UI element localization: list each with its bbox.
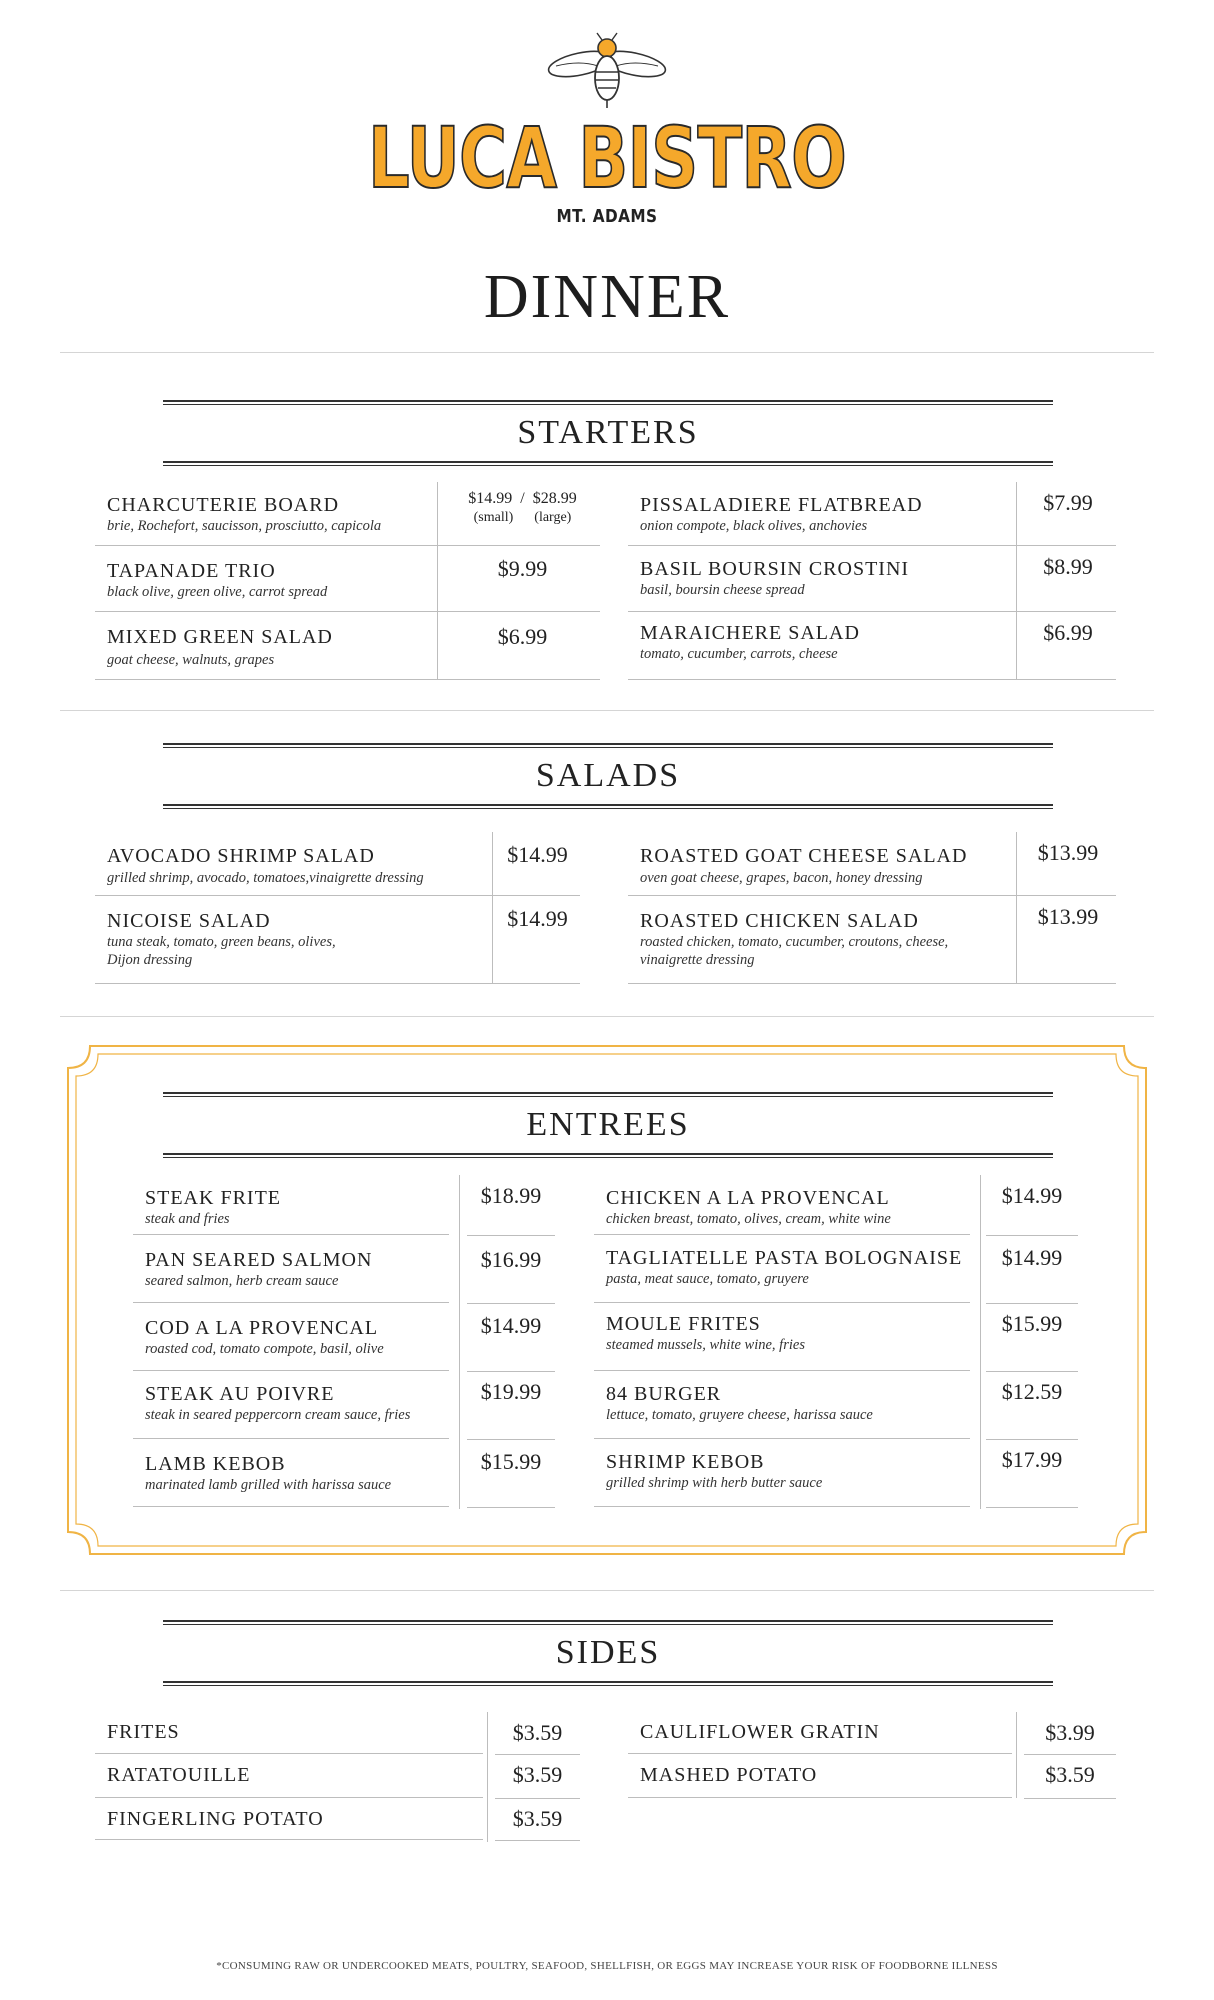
item-name: COD A LA PROVENCAL <box>145 1317 379 1339</box>
item-name: MARAICHERE SALAD <box>640 622 860 644</box>
item-name: ROASTED CHICKEN SALAD <box>640 910 919 932</box>
menu-item <box>628 1754 1012 1798</box>
item-name: FINGERLING POTATO <box>107 1808 324 1830</box>
menu-item <box>594 1303 970 1371</box>
starters-left-column <box>95 482 600 680</box>
item-description: steak in seared peppercorn cream sauce, fries <box>145 1407 411 1423</box>
item-description: onion compote, black olives, anchovies <box>640 518 868 534</box>
item-price: $13.99 <box>1037 840 1099 865</box>
item-price: $17.99 <box>1001 1447 1063 1472</box>
item-description: chicken breast, tomato, olives, cream, white wine <box>606 1211 891 1227</box>
footnote: *CONSUMING RAW OR UNDERCOOKED MEATS, POULTRY, SEAFOOD, SHELLFISH, OR EGGS MAY INCREASE YOUR RISK OF FOODBORNE ILLNESS <box>216 1960 998 1972</box>
menu-item <box>594 1175 970 1235</box>
item-name: CHARCUTERIE BOARD <box>107 494 340 516</box>
item-price: $13.99 <box>1037 904 1099 929</box>
menu-item <box>594 1235 970 1303</box>
item-price: $14.99 / $28.99 <box>468 490 577 507</box>
menu-item <box>95 546 600 612</box>
item-price-note: (small) (large) <box>473 510 572 525</box>
item-name: NICOISE SALAD <box>107 910 271 932</box>
menu-item <box>628 896 1116 984</box>
menu-item <box>133 1439 449 1507</box>
menu-item <box>628 1712 1012 1754</box>
menu-item <box>133 1235 449 1303</box>
salads-left-column <box>95 832 580 984</box>
item-name: AVOCADO SHRIMP SALAD <box>107 845 375 867</box>
item-name: FRITES <box>107 1721 180 1743</box>
item-name: CHICKEN A LA PROVENCAL <box>606 1187 890 1209</box>
section-header-starters <box>163 400 1053 466</box>
item-price: $6.99 <box>1043 620 1093 645</box>
item-name: TAGLIATELLE PASTA BOLOGNAISE <box>606 1247 963 1269</box>
item-description: roasted cod, tomato compote, basil, olive <box>145 1341 384 1357</box>
item-price: $14.99 <box>1001 1245 1063 1270</box>
item-price: $9.99 <box>497 556 548 581</box>
item-price: $15.99 <box>480 1449 542 1474</box>
item-name: PAN SEARED SALMON <box>145 1249 373 1271</box>
item-description-line2: vinaigrette dressing <box>640 952 755 968</box>
section-header-entrees <box>163 1092 1053 1158</box>
menu-item <box>133 1371 449 1439</box>
item-price: $18.99 <box>480 1183 542 1208</box>
item-price: $19.99 <box>480 1379 542 1404</box>
item-name: STEAK AU POIVRE <box>145 1383 335 1405</box>
sides-right-column <box>628 1712 1116 1798</box>
item-name: MOULE FRITES <box>606 1313 761 1335</box>
item-name: LAMB KEBOB <box>145 1453 286 1475</box>
menu-item <box>628 482 1116 546</box>
entrees-right-column <box>594 1175 1078 1507</box>
menu-item <box>594 1439 970 1507</box>
item-description: oven goat cheese, grapes, bacon, honey dressing <box>640 870 923 886</box>
item-name: MASHED POTATO <box>640 1764 818 1786</box>
brand-name: LUCA BISTRO <box>368 109 846 207</box>
section-header-salads <box>163 743 1053 809</box>
section-title: ENTREES <box>526 1106 690 1143</box>
item-price: $3.59 <box>512 1806 563 1831</box>
entrees-left-column <box>133 1175 555 1507</box>
menu-item <box>133 1303 449 1371</box>
item-description: basil, boursin cheese spread <box>640 582 805 598</box>
item-description-line2: Dijon dressing <box>107 952 193 968</box>
item-description: goat cheese, walnuts, grapes <box>107 652 275 668</box>
item-description: tomato, cucumber, carrots, cheese <box>640 646 838 662</box>
item-price: $12.59 <box>1001 1379 1063 1404</box>
item-price: $3.59 <box>512 1720 563 1745</box>
divider <box>60 352 1154 353</box>
item-description: black olive, green olive, carrot spread <box>107 584 328 600</box>
item-name: MIXED GREEN SALAD <box>107 626 333 648</box>
item-description: steamed mussels, white wine, fries <box>606 1337 805 1353</box>
item-name: ROASTED GOAT CHEESE SALAD <box>640 845 968 867</box>
menu-item <box>95 612 600 680</box>
section-title: SIDES <box>555 1634 661 1671</box>
item-name: SHRIMP KEBOB <box>606 1451 765 1473</box>
item-description: lettuce, tomato, gruyere cheese, harissa sauce <box>606 1407 873 1423</box>
item-price: $14.99 <box>1001 1183 1063 1208</box>
item-name: PISSALADIERE FLATBREAD <box>640 494 923 516</box>
menu-item <box>594 1371 970 1439</box>
item-price: $14.99 <box>507 842 568 867</box>
item-description: grilled shrimp, avocado, tomatoes,vinaigrette dressing <box>107 870 424 886</box>
item-description: tuna steak, tomato, green beans, olives, <box>107 934 336 950</box>
item-description: seared salmon, herb cream sauce <box>145 1273 339 1289</box>
section-title: STARTERS <box>517 414 699 451</box>
divider <box>60 710 1154 711</box>
item-description: brie, Rochefort, saucisson, prosciutto, capicola <box>107 518 382 534</box>
item-price: $14.99 <box>507 906 568 931</box>
menu-item <box>95 832 580 896</box>
item-name: STEAK FRITE <box>145 1187 281 1209</box>
item-description: roasted chicken, tomato, cucumber, croutons, cheese, <box>640 934 949 950</box>
page-title: DINNER <box>483 263 731 331</box>
item-price: $6.99 <box>497 624 548 649</box>
salads-right-column <box>628 832 1116 984</box>
item-description: pasta, meat sauce, tomato, gruyere <box>606 1271 809 1287</box>
bee-icon <box>542 30 672 112</box>
menu-item <box>628 612 1116 680</box>
menu-item <box>628 546 1116 612</box>
section-header-sides <box>163 1620 1053 1686</box>
item-price: $3.59 <box>512 1762 563 1787</box>
menu-item <box>133 1175 449 1235</box>
menu-item <box>95 1798 483 1840</box>
divider <box>60 1016 1154 1017</box>
item-description: grilled shrimp with herb butter sauce <box>606 1475 823 1491</box>
item-name: RATATOUILLE <box>107 1764 251 1786</box>
starters-right-column <box>628 482 1116 680</box>
item-price: $8.99 <box>1043 554 1093 579</box>
item-name: BASIL BOURSIN CROSTINI <box>640 558 910 580</box>
item-description: steak and fries <box>145 1211 230 1227</box>
section-title: SALADS <box>535 757 681 794</box>
menu-item <box>95 1712 483 1754</box>
item-name: 84 BURGER <box>606 1383 722 1405</box>
item-price: $3.59 <box>1045 1762 1095 1787</box>
item-price: $15.99 <box>1001 1311 1063 1336</box>
divider <box>60 1590 1154 1591</box>
menu-item <box>628 832 1116 896</box>
sides-left-column <box>95 1712 580 1840</box>
menu-item <box>95 896 580 984</box>
menu-item <box>95 482 600 546</box>
item-name: CAULIFLOWER GRATIN <box>640 1721 880 1743</box>
item-price: $7.99 <box>1043 490 1093 515</box>
logo <box>0 30 1214 227</box>
item-price: $16.99 <box>480 1247 542 1272</box>
brand-location: MT. ADAMS <box>556 206 658 227</box>
item-price: $14.99 <box>480 1313 542 1338</box>
menu-item <box>95 1754 483 1798</box>
item-name: TAPANADE TRIO <box>107 560 276 582</box>
item-price: $3.99 <box>1045 1720 1095 1745</box>
item-description: marinated lamb grilled with harissa sauce <box>145 1477 392 1493</box>
